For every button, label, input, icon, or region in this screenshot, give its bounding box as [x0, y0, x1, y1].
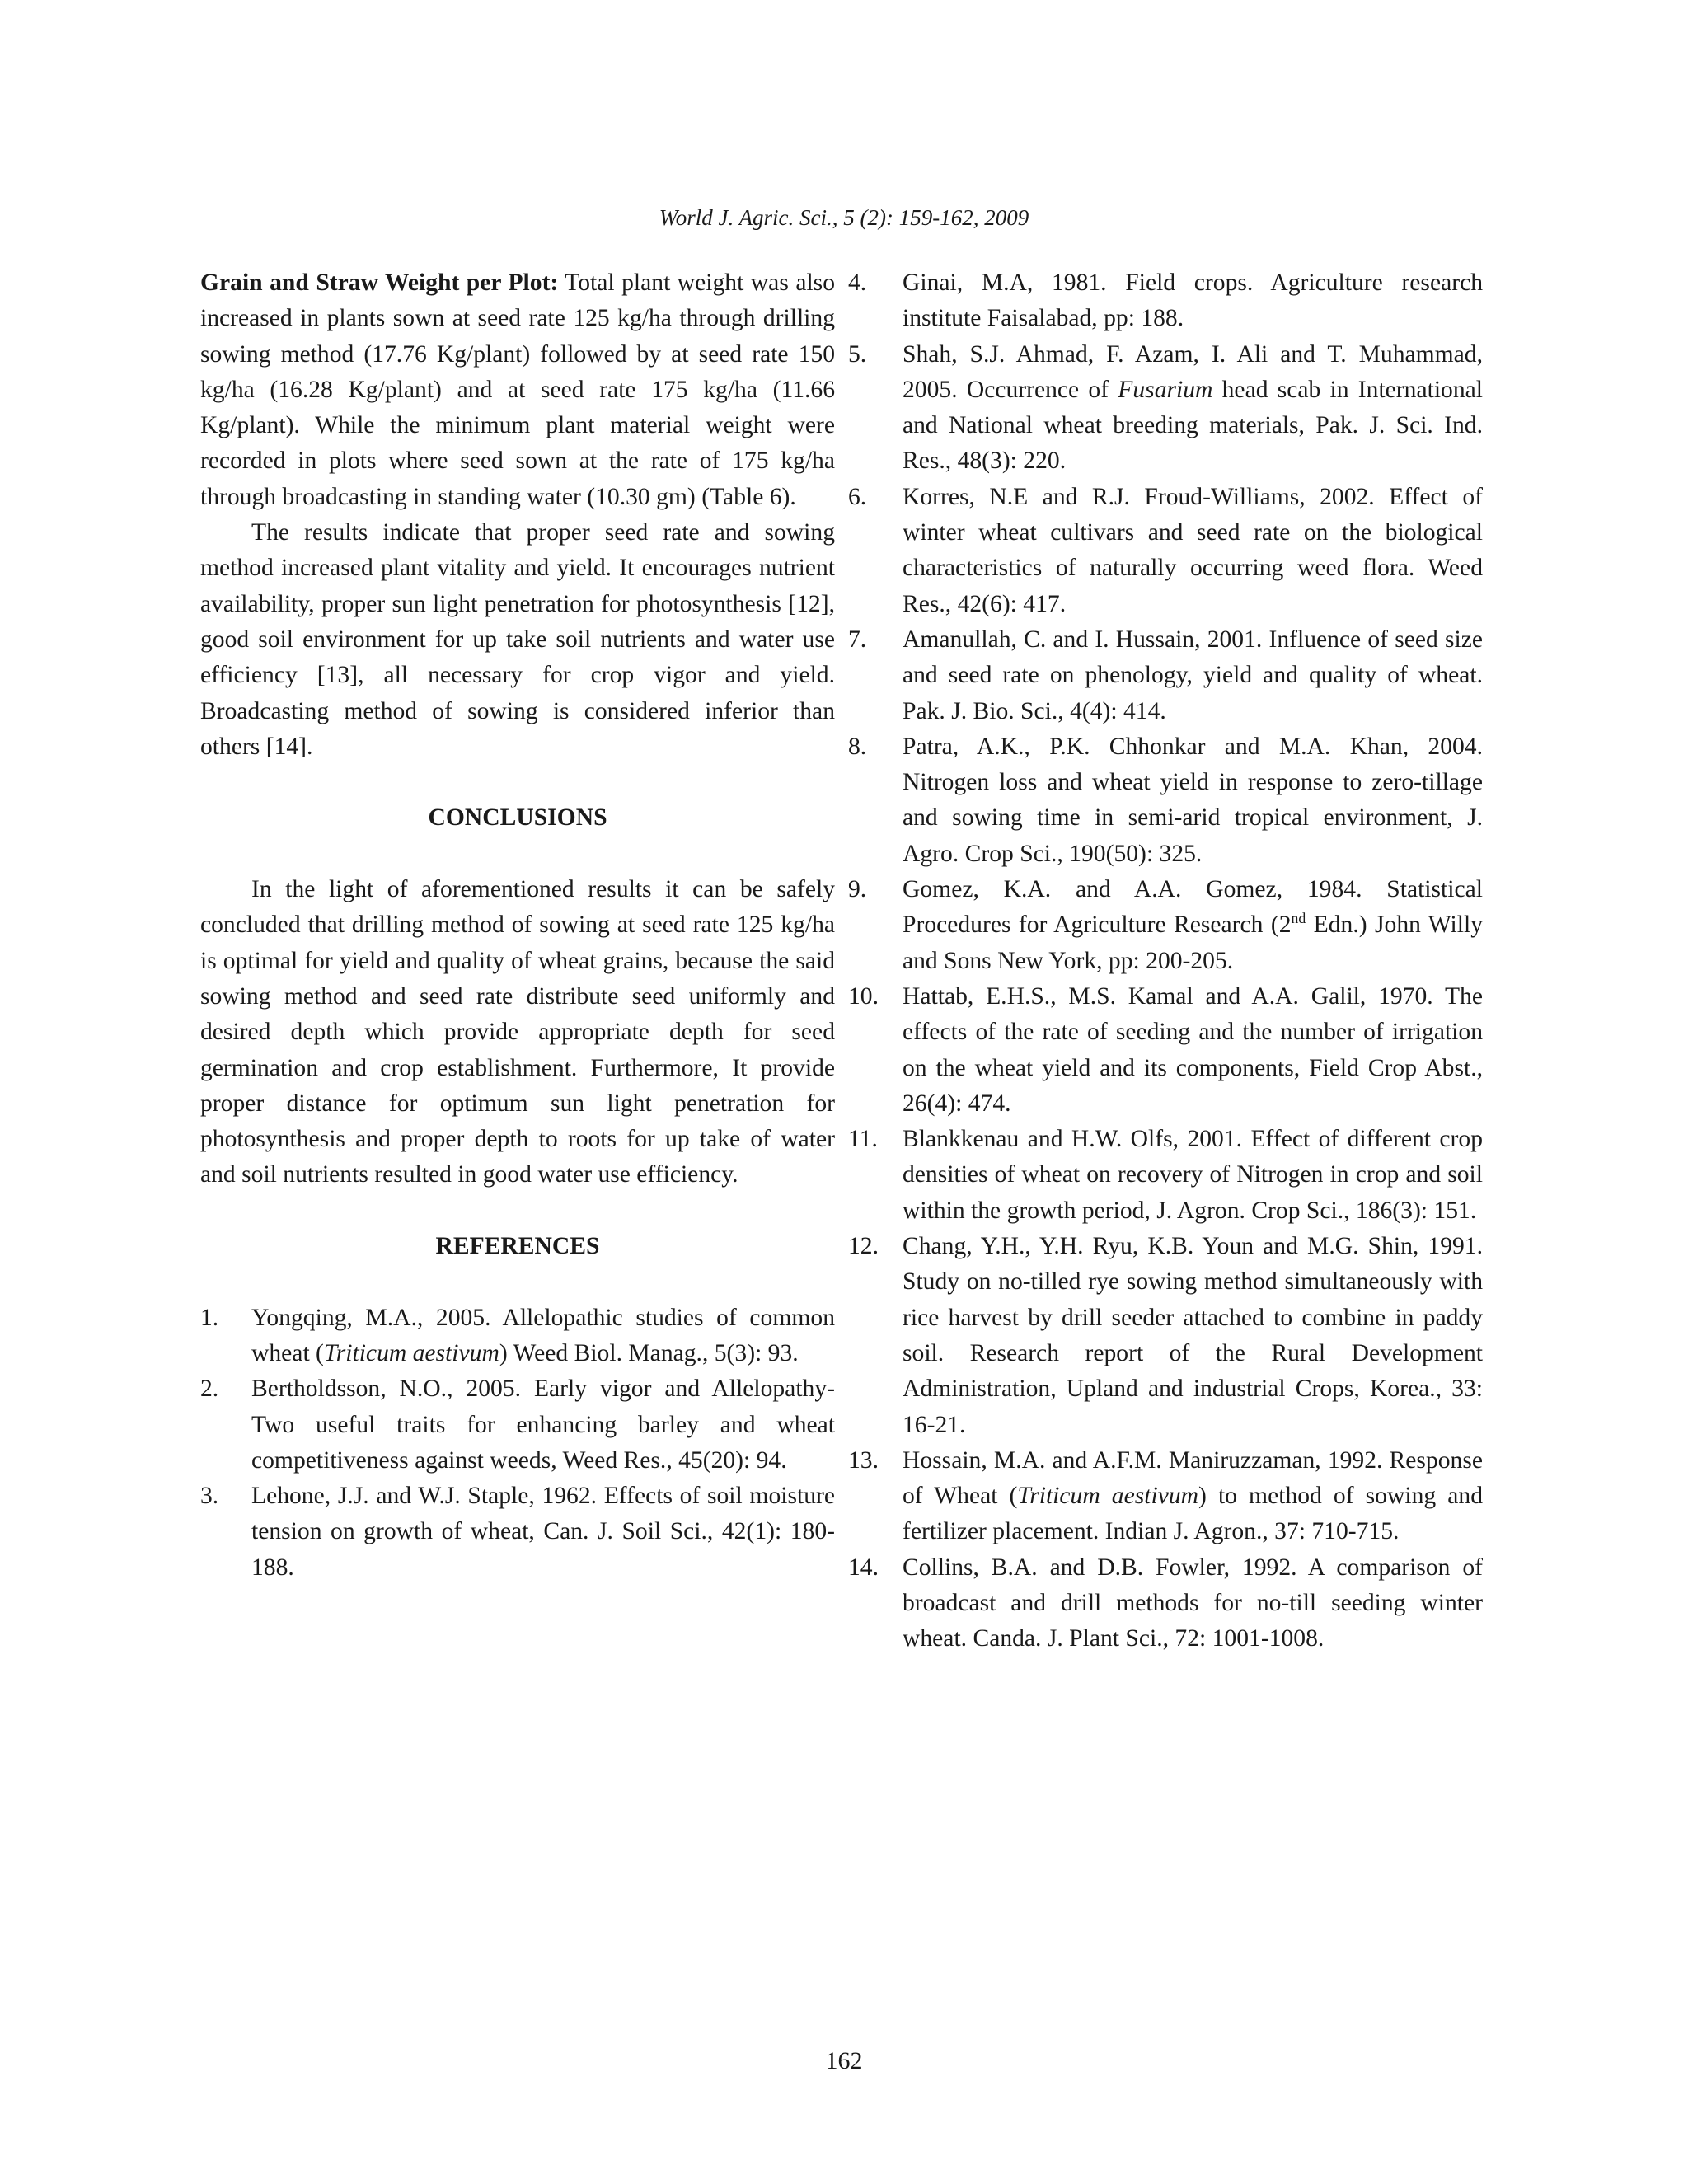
- spacer: [200, 765, 835, 800]
- reference-item: [848, 1122, 1483, 1229]
- reference-item: [848, 337, 1483, 480]
- grain-straw-paragraph: [200, 265, 835, 515]
- results-paragraph: The results indicate that proper seed rate and sowing method increased plant vitality and yield. It encourages nutrient availability, proper sun light penetration for photosynthesis [12], good soil environment for up take soil nutrients and water use efficiency [13], all necessary for crop vigor and yield. Broadcasting method of sowing is considered inferior than others [14].: [200, 519, 835, 760]
- reference-number: 14.: [848, 1554, 879, 1581]
- reference-text: Amanullah, C. and I. Hussain, 2001. Influence of seed size and seed rate on phenology, yield and quality of wheat. Pak. J. Bio. Sci., 4(4): 414.: [903, 626, 1483, 724]
- reference-number: 12.: [848, 1233, 879, 1260]
- reference-text: Hossain, M.A. and A.F.M. Maniruzzaman, 1992. Response of Wheat (Triticum aestivum) to method of sowing and fertilizer placement. Indian J. Agron., 37: 710-715.: [903, 1446, 1483, 1545]
- reference-number: 5.: [848, 340, 867, 368]
- page-number: 162: [825, 2047, 863, 2074]
- reference-number: 8.: [848, 733, 867, 760]
- reference-item: [848, 729, 1483, 872]
- reference-number: 1.: [200, 1304, 219, 1331]
- reference-item: [848, 1550, 1483, 1657]
- reference-item: [848, 265, 1483, 337]
- references-heading: REFERENCES: [435, 1233, 600, 1260]
- reference-text: Yongqing, M.A., 2005. Allelopathic studies of common wheat (Triticum aestivum) Weed Biol. Manag., 5(3): 93.: [251, 1304, 835, 1366]
- spacer: [200, 1264, 835, 1300]
- reference-number: 7.: [848, 626, 867, 653]
- reference-item: [848, 1229, 1483, 1443]
- reference-item: [848, 622, 1483, 729]
- grain-straw-text: Total plant weight was also increased in plants sown at seed rate 125 kg/ha through drilling sowing method (17.76 Kg/plant) followed by at seed rate 150 kg/ha (16.28 Kg/plant) and at seed rate 175 kg/ha (11.66 Kg/plant). While the minimum plant material weight were recorded in plots where seed sown at the rate of 175 kg/ha through broadcasting in standing water (10.30 gm) (Table 6).: [200, 269, 835, 510]
- reference-number: 4.: [848, 269, 867, 296]
- reference-item: [200, 1479, 835, 1586]
- reference-text: Chang, Y.H., Y.H. Ryu, K.B. Youn and M.G. Shin, 1991. Study on no-tilled rye sowing method simultaneously with rice harvest by drill seeder attached to combine in paddy soil. Research report of the Rural Development Administration, Upland and industrial Crops, Korea., 33: 16-21.: [903, 1233, 1483, 1438]
- reference-number: 9.: [848, 876, 867, 903]
- reference-text: Patra, A.K., P.K. Chhonkar and M.A. Khan, 2004. Nitrogen loss and wheat yield in response to zero-tillage and sowing time in semi-arid tropical environment, J. Agro. Crop Sci., 190(50): 325.: [903, 733, 1483, 867]
- left-column: [200, 265, 835, 1586]
- reference-number: 10.: [848, 982, 879, 1010]
- reference-text: Lehone, J.J. and W.J. Staple, 1962. Effects of soil moisture tension on growth of wheat, Can. J. Soil Sci., 42(1): 180-188.: [251, 1483, 835, 1581]
- reference-item: [848, 979, 1483, 1122]
- reference-item: [200, 1301, 835, 1372]
- reference-item: [848, 1443, 1483, 1550]
- reference-text: Gomez, K.A. and A.A. Gomez, 1984. Statistical Procedures for Agriculture Research (2nd Edn.) John Willy and Sons New York, pp: 200-205.: [903, 876, 1484, 974]
- reference-number: 11.: [848, 1126, 878, 1153]
- reference-text: Ginai, M.A, 1981. Field crops. Agriculture research institute Faisalabad, pp: 188.: [903, 269, 1483, 332]
- reference-item: [200, 1371, 835, 1479]
- journal-header: World J. Agric. Sci., 5 (2): 159-162, 2009: [659, 205, 1029, 230]
- reference-text: Blankkenau and H.W. Olfs, 2001. Effect of different crop densities of wheat on recovery of Nitrogen in crop and soil within the growth period, J. Agron. Crop Sci., 186(3): 151.: [903, 1126, 1483, 1224]
- reference-text: Bertholdsson, N.O., 2005. Early vigor and Allelopathy-Two useful traits for enhancing barley and wheat competitiveness against weeds, Weed Res., 45(20): 94.: [251, 1376, 835, 1474]
- reference-text: Korres, N.E and R.J. Froud-Williams, 2002. Effect of winter wheat cultivars and seed rate on the biological characteristics of naturally occurring weed flora. Weed Res., 42(6): 417.: [903, 483, 1483, 617]
- reference-number: 6.: [848, 483, 867, 510]
- conclusions-paragraph: In the light of aforementioned results it can be safely concluded that drilling method of sowing at seed rate 125 kg/ha is optimal for yield and quality of wheat grains, because the said sowing method and seed rate distribute seed uniformly and desired depth which provide appropriate depth for seed germination and crop establishment. Furthermore, It provide proper distance for optimum sun light penetration for photosynthesis and proper depth to roots for up take of water and soil nutrients resulted in good water use efficiency.: [200, 876, 835, 1188]
- reference-number: 13.: [848, 1446, 879, 1474]
- spacer: [200, 1193, 835, 1229]
- reference-number: 2.: [200, 1376, 219, 1403]
- right-column: [848, 265, 1483, 1657]
- spacer: [200, 837, 835, 872]
- grain-straw-heading: Grain and Straw Weight per Plot:: [200, 269, 559, 296]
- reference-text: Hattab, E.H.S., M.S. Kamal and A.A. Galil, 1970. The effects of the rate of seeding and the number of irrigation on the wheat yield and its components, Field Crop Abst., 26(4): 474.: [903, 982, 1483, 1117]
- reference-item: [848, 872, 1483, 979]
- reference-item: [848, 480, 1483, 622]
- reference-number: 3.: [200, 1483, 219, 1510]
- conclusions-heading: CONCLUSIONS: [428, 804, 607, 832]
- reference-text: Shah, S.J. Ahmad, F. Azam, I. Ali and T. Muhammad, 2005. Occurrence of Fusarium head scab in International and National wheat breeding materials, Pak. J. Sci. Ind. Res., 48(3): 220.: [903, 340, 1483, 475]
- reference-text: Collins, B.A. and D.B. Fowler, 1992. A comparison of broadcast and drill methods for no-till seeding winter wheat. Canda. J. Plant Sci., 72: 1001-1008.: [903, 1554, 1483, 1652]
